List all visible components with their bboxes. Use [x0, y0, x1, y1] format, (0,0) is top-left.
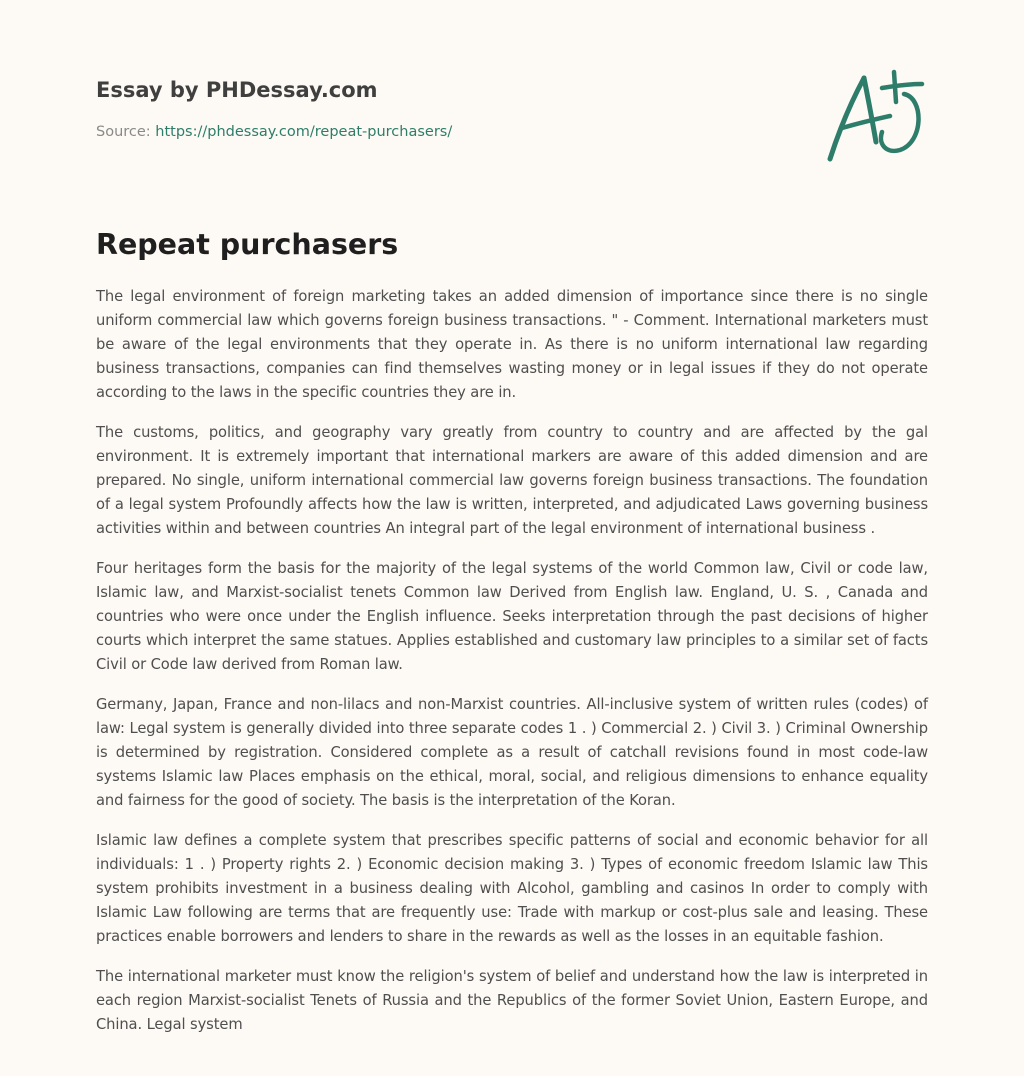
essay-paragraph: The international marketer must know the religion's system of belief and understand how the law is interpreted in each region Marxist-socialist Tenets of Russia and the Republics of the former Soviet Union, Eastern Europe, and China. Legal system [96, 968, 928, 1033]
essay-paragraph: The customs, politics, and geography vary greatly from country to country and are affected by the gal environment. It is extremely important that international markers are aware of this added dimension and are prepared. No single, uniform international commercial law governs foreign business transactions. The foundation of a legal system Profoundly affects how the law is written, interpreted, and adjudicated Laws governing business activities within and between countries An integral part of the legal environment of international business . [96, 424, 928, 537]
source-link[interactable]: https://phdessay.com/repeat-purchasers/ [155, 124, 453, 140]
source-line [96, 122, 796, 142]
essay-paragraph: Four heritages form the basis for the majority of the legal systems of the world Common law, Civil or code law, Islamic law, and Marxist-socialist tenets Common law Derived from English law. England, U. S. , Canada and countries who were once under the English influence. Seeks interpretation through the past decisions of higher courts which interpret the same statues. Applies established and customary law principles to a similar set of facts Civil or Code law derived from Roman law. [96, 560, 928, 673]
essay-body [96, 285, 928, 1053]
essay-title: Repeat purchasers [96, 228, 399, 261]
site-title: Essay by PHDessay.com [96, 78, 378, 102]
essay-paragraph: Germany, Japan, France and non-lilacs and non-Marxist countries. All-inclusive system of written rules (codes) of law: Legal system is generally divided into three separate codes 1 . ) Commercial 2. ) Civil 3. ) Criminal Ownership is determined by registration. Considered complete as a result of catchall revisions found in most code-law systems Islamic law Places emphasis on the ethical, moral, social, and religious dimensions to enhance equality and fairness for the good of society. The basis is the interpretation of the Koran. [96, 696, 928, 809]
a-plus-logo-icon [820, 64, 930, 168]
page-header [96, 76, 796, 142]
essay-paragraph: The legal environment of foreign marketing takes an added dimension of importance since there is no single uniform commercial law which governs foreign business transactions. " - Comment. International marketers must be aware of the legal environments that they operate in. As there is no uniform international law regarding business transactions, companies can find themselves wasting money or in legal issues if they do not operate according to the laws in the specific countries they are in. [96, 288, 928, 401]
source-label: Source: [96, 124, 156, 140]
essay-paragraph: Islamic law defines a complete system that prescribes specific patterns of social and economic behavior for all individuals: 1 . ) Property rights 2. ) Economic decision making 3. ) Types of economic freedom Islamic law This system prohibits investment in a business dealing with Alcohol, gambling and casinos In order to comply with Islamic Law following are terms that are frequently use: Trade with markup or cost-plus sale and leasing. These practices enable borrowers and lenders to share in the rewards as well as the losses in an equitable fashion. [96, 832, 928, 945]
